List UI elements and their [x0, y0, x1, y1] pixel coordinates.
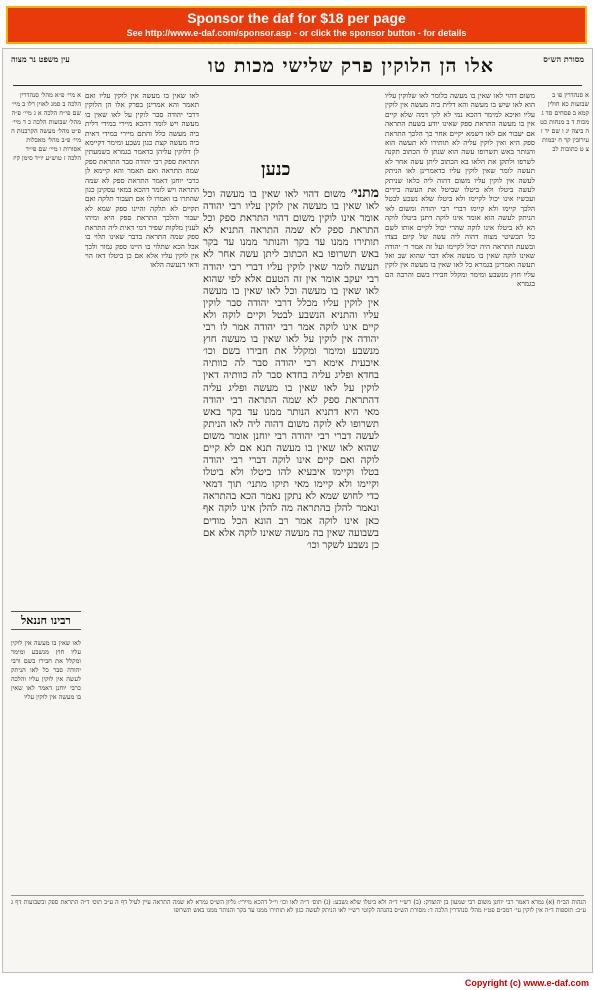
- rabbeinu-chananel-text: לאו שאין בו מעשה אין לוקין עליו חוץ מנשבע ומימר ומקלל את חבירו בשם ורבי יהודה סבר כל לאו הניתק לעשה אין לוקין עליו והלכה כרבי יוחנן דאמר לאו שאין בו מעשה אין לוקין עליו: [11, 639, 81, 701]
- tosafot-commentary: לאו שאין בו מעשה אין לוקין עליו ואם תאמר והא אמרינן בפרק אלו הן הלוקין דרבי יהודה סבר לוקין על לאו שאין בו מעשה ויש לומר דהכא מיירי במידי דלית ביה מעשה כלל והתם מיירי במידי דאית ביה מעשה קצת כגון נשבע ומימר דקיימא לן דלוקין עליהן כדאמר בגמרא בשמעתין התראת ספק רבי יהודה סבר התראת ספק שמה התראה ואם תאמר והא קיימא לן כרבי יוחנן דאמר התראת ספק לא שמה התראה ויש לומר דהכא במאי עסקינן כגון שהתרו בו ואמרו לו אם תעבור תלקה ואם תקיים לא תלקה והיינו ספק שמא לא יעבור והלכך התראת ספק היא ומיהו לענין מלקות שפיר דמי דאית ליה התראת ספק שמה התראה בדבר שאינו תלוי בו אבל הכא שתלוי בו היינו ספק גמור ולכך אין לוקין עליו אלא אם כן ביטלו דאז הוי ודאי דנעשה הלאו: [85, 91, 199, 270]
- gemara-opening-word: מתני׳: [350, 187, 379, 201]
- mishna-label: כנען: [261, 159, 291, 180]
- gemara-continuation: תנא אם לא קיים לוקה ואם קיים אינו לוקה דברי רבי יהודה בטלו וקיימו איבעיא להו ביטלו ולא ביטלו וקיימו ולא קיימו מאי תיקו מתני׳ תוך דמאי כדי לחוש שמא לא נתקן נאמר הכא בהתראה ונאמר להלן בהתראה מה להלן אינו לוקה אף כאן אינו לוקה אמר רב הונא הכל מודים בשבועה שאין בה מעשה שאינו לוקה אלא אם כן נשבע לשקר וכו׳: [203, 442, 379, 551]
- header-rule: [13, 85, 582, 86]
- bottom-glosses: הגהות הב״ח (א) גמרא דאמר רבי יוחנן משום רבי שמעון בן יהוצדק: (ב) רש״י ד״ה ולא ביטלו שלא נשבע: (ג) תוס׳ ד״ה לאו וכו׳ וי״ל דהכא מיירי: גליון הש״ס גמרא לא שמה התראה עיין לעיל דף ה ע״ב תוס׳ ד״ה התראת ספק ובשבועות דף ג ע״ב: תוספות ד״ה אין לוקין עי׳ רמב״ם פט״ז מהל׳ סנהדרין הלכה ד: מסורת הש״ס בהגהה לקוטי רש״י לאו הניתק לעשה כגון לא תותירו ממנו עד בקר והנותר ממנו באש תשרופו: [11, 899, 586, 915]
- ein-mishpat-heading: עין משפט נר מצוה: [11, 54, 70, 64]
- rashi-commentary: משום דהוי לאו שאין בו מעשה כלומר לאו שלוקין עליו הוא לאו שיש בו מעשה והא דלית ביה מעשה אין לוקין עליו ואיכא למימר דהכא נמי לא לקי דמה שלא קיים אין בו מעשה התראת ספק שאינו יודע בשעת התראה אם יעבור אם לאו דשמא יקיים אחר כך הלכך התראת ספק היא ואין לוקין עליה לא תותירו לא תעשה הוא והנותר באש תשרופו עשה הוא שנתן לו הכתוב תקנה לשרפו ולתקן את הלאו בא הכתוב ליתן עשה אחר לא תעשה לומר שאין לוקין עליו כדאמרינן לאו הניתק לעשה אין לוקין עליו משום דהוה ליה כלאו שניתק לעשה ביטלו ולא ביטלו שביטל את העשה בידים ועכשיו אינו יכול לקיימו ולא ביטלו שלא נשבע לבטל הלכך קיימו ולא קיימו דברי רבי יהודה ומשום לאו הניתק לעשה הוא אומר אינו לוקה דתנן ביטלו לוקה הא לא ביטלו אינו לוקה שהרי יכול לקיים אותו לשם כל תכשיטי מצוה דהוה ליה עשה של קיום בצדו ובשעת התראה היה יכול לקיימו ועל זה אמר ר׳ יהודה שאינו לוקה שאין בו מעשה אלא דבר שהוא שב ואל תעשה ואמרינן בגמרא כל לאו שאין בו מעשה אין לוקין עליו חוץ מנשבע ומימר ומקלל חבירו בשם והרבה הם בגמרא: [385, 91, 535, 289]
- page-title: אלו הן הלוקין פרק שלישי מכות טו: [208, 55, 495, 77]
- sponsor-banner-subtitle[interactable]: See http://www.e-daf.com/sponsor.asp - or click the sponsor button - for details: [126, 28, 467, 38]
- copyright-link[interactable]: Copyright (c) www.e-daf.com: [464, 978, 589, 988]
- bottom-divider: [11, 895, 584, 896]
- sponsor-banner[interactable]: [6, 6, 587, 44]
- ein-mishpat-notes: א מיי׳ פ״א מהל׳ סנהדרין הלכה ב סמג לאוין רלו ב מיי׳ שם פי״ח הלכה א ג מיי׳ פ״ה מהל׳ שבועות הלכה כ ד מיי׳ פ״ט מהל׳ מעשה הקרבנות ה מיי׳ פ״ב מהל׳ מאכלות אסורות ו מיי׳ שם פי״ד הלכה ז טוש״ע יו״ד סימן קיז: [11, 91, 81, 162]
- talmud-page: [2, 48, 593, 973]
- sponsor-banner-title[interactable]: Sponsor the daf for $18 per page: [187, 10, 406, 26]
- main-text-top: [203, 91, 379, 183]
- rabbeinu-chananel-heading: רבינו חננאל: [11, 611, 81, 630]
- masoret-hashas-heading: מסורת הש״ס: [543, 54, 584, 64]
- masoret-hashas-notes: א סנהדרין פו ב שבועות כא חולין קמא ב פסחים סד ג מכות ד ב מנחות כט ה ביצה יג ו שם יד ז עירובין קד ח יבמות צ ט כתובות לב: [540, 91, 589, 153]
- gemara-main-text: [203, 187, 379, 893]
- gemara-body: משום דהוי לאו שאין בו מעשה וכל לאו שאין בו מעשה אין לוקין עליו רבי יהודה אומר אינו לוקין משום דהוי התראת ספק וכל התראת ספק לא שמה התראה התניא לא תותירו ממנו עד בקר והנותר ממנו עד בקר באש תשרופו בא הכתוב ליתן עשה אחר לא תעשה לומר שאין לוקין עליו דברי רבי יהודה רבי יעקב אומר אין זה הטעם אלא לפי שהוא לאו שאין בו מעשה וכל לאו שאין בו מעשה אין לוקין עליו מכלל דרבי יהודה סבר לוקין עליו והתניא הנשבע לבטל וקיים לוקה ולא קיים אינו לוקה אמר רבי יהודה אמר לו רבי יהודה אין לוקין על לאו שאין בו מעשה חוץ מנשבע ומימר ומקלל את חבירו בשם וכו׳ איבעית אימא רבי יהודה סבר לה כוותיה בחדא ופליג עליה בחדא סבר לה כוותיה דאין לוקין על לאו שאין בו מעשה ופליג עליה דהתראת ספק לא שמה התראה רבי יהודה מאי היא דתניא הנותר ממנו עד בקר באש תשרופו לא לוקה משום דהוה ליה לאו הניתק לעשה דברי רבי יהודה רבי יוחנן אומר משום שהוא לאו שאין בו מעשה: [203, 189, 379, 454]
